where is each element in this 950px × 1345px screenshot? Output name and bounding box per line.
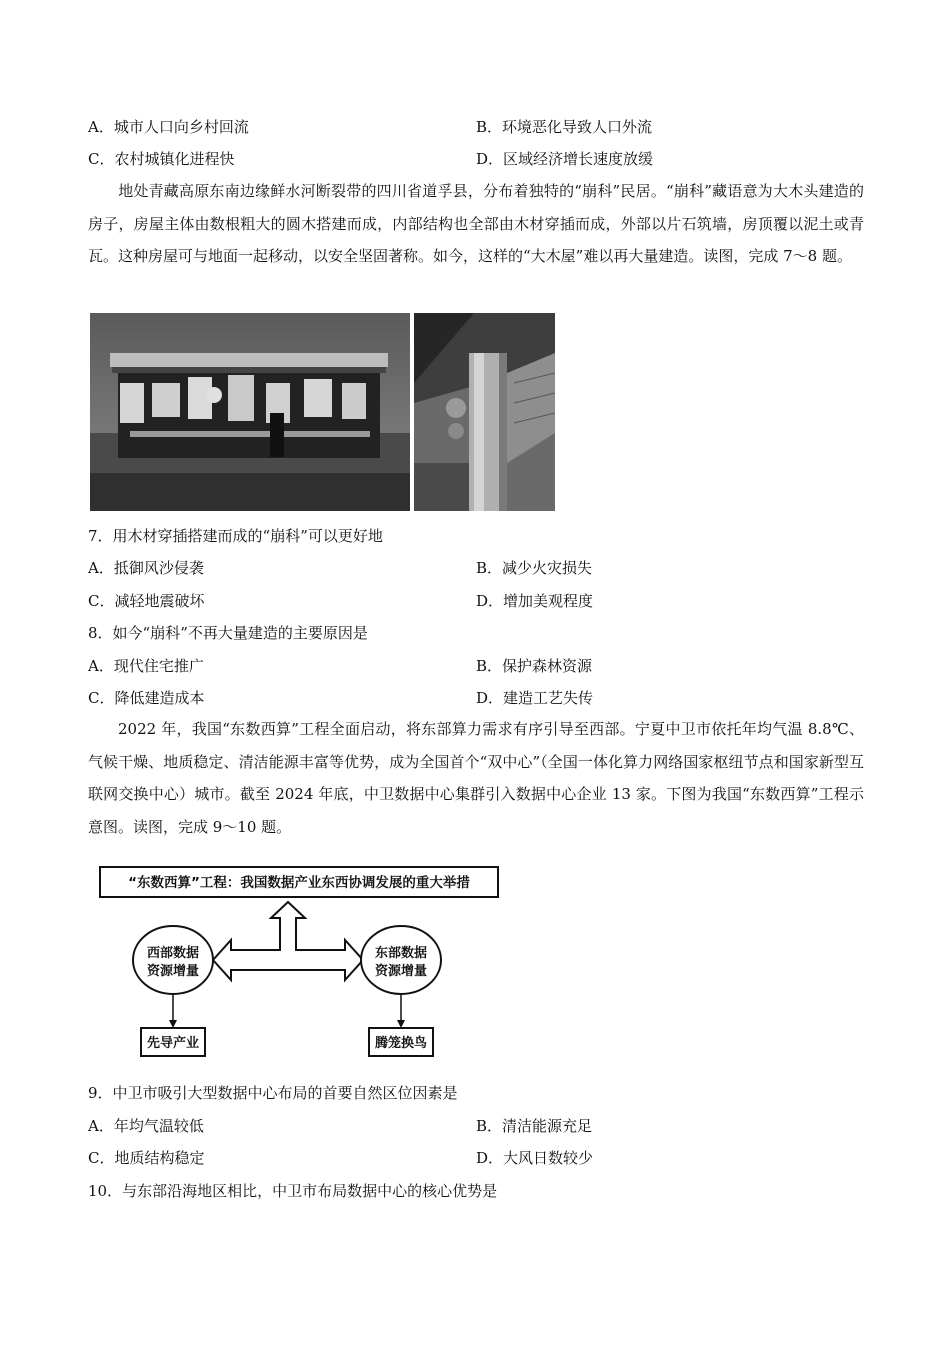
q9-option-c: C．地质结构稳定 (88, 1149, 205, 1167)
q6-option-b: B．环境恶化导致人口外流 (476, 118, 653, 136)
diagram-top-text: “东数西算”工程：我国数据产业东西协调发展的重大举措 (128, 875, 470, 891)
q7-option-d: D．增加美观程度 (476, 592, 594, 610)
q10-stem: 10．与东部沿海地区相比，中卫市布局数据中心的核心优势是 (88, 1182, 498, 1200)
q8-option-a: A．现代住宅推广 (88, 657, 204, 675)
bengke-house-photo (90, 313, 410, 511)
bengke-interior-photo (414, 313, 555, 511)
east-line2: 资源增量 (374, 964, 428, 979)
west-result: 先导产业 (146, 1036, 200, 1051)
q8-option-c: C．降低建造成本 (88, 689, 205, 707)
q9-option-d: D．大风日数较少 (476, 1149, 594, 1167)
q7-option-a: A．抵御风沙侵袭 (88, 559, 204, 577)
q7-option-c: C．减轻地震破坏 (88, 592, 205, 610)
east-result: 腾笼换鸟 (374, 1036, 428, 1051)
q8-option-b: B．保护森林资源 (476, 657, 593, 675)
q9-option-b: B．清洁能源充足 (476, 1117, 593, 1135)
passage-bengke-text: 地处青藏高原东南边缘鲜水河断裂带的四川省道孚县，分布着独特的“崩科”民居。“崩科”藏语意为大木头建造的房子，房屋主体由数根粗大的圆木搭建而成，内部结构也全部由木材穿插而成，外部以片石筑墙，房顶覆以泥土或青瓦。这种房屋可与地面一起移动，以安全坚固著称。如今，这样的“大木屋”难以再大量建造。读图，完成 7～8 题。 (88, 182, 864, 265)
east-arrowhead (397, 1020, 405, 1028)
west-arrowhead (169, 1020, 177, 1028)
q6-option-c: C．农村城镇化进程快 (88, 150, 235, 168)
q7-stem: 7．用木材穿插搭建而成的“崩科”可以更好地 (88, 527, 383, 545)
q8-stem: 8．如今“崩科”不再大量建造的主要原因是 (88, 624, 368, 642)
diagram-double-arrow (213, 902, 363, 980)
east-line1: 东部数据 (374, 946, 428, 961)
q8-option-d: D．建造工艺失传 (476, 689, 594, 707)
q7-option-b: B．减少火灾损失 (476, 559, 593, 577)
q6-option-d: D．区域经济增长速度放缓 (476, 150, 654, 168)
passage-bengke (88, 175, 864, 273)
west-line2: 资源增量 (146, 964, 200, 979)
q9-stem: 9．中卫市吸引大型数据中心布局的首要自然区位因素是 (88, 1084, 458, 1102)
east-data-west-compute-diagram (95, 862, 505, 1062)
passage-data-centers (88, 713, 864, 843)
west-line1: 西部数据 (146, 946, 200, 961)
q6-option-a: A．城市人口向乡村回流 (88, 118, 249, 136)
passage-data-centers-text: 2022 年，我国“东数西算”工程全面启动，将东部算力需求有序引导至西部。宁夏中卫市依托年均气温 8.8℃、气候干燥、地质稳定、清洁能源丰富等优势，成为全国首个“双中心”（全国一体化算力网络国家枢纽节点和国家新型互联网交换中心）城市。截至 2024 年底，中卫数据中心集群引入数据中心企业 13 家。下图为我国“东数西算”工程示意图。读图，完成 9～10 题。 (88, 720, 864, 836)
q9-option-a: A．年均气温较低 (88, 1117, 204, 1135)
